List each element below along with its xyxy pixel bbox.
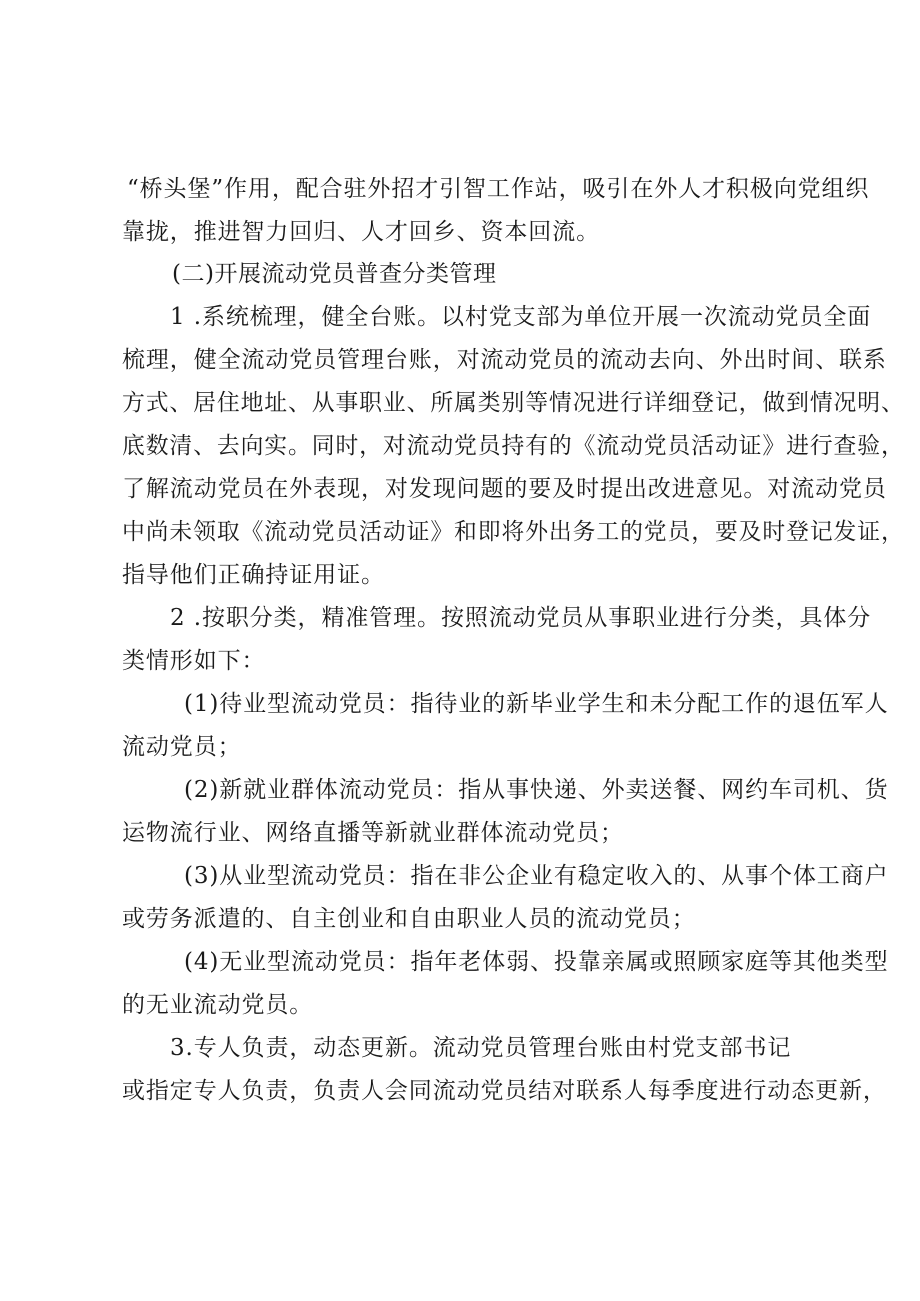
list-item-line: 或劳务派遣的、自主创业和自由职业人员的流动党员； [122,906,696,932]
paragraph-line: 1 .系统梳理，健全台账。以村党支部为单位开展一次流动党员全面 [170,304,872,330]
paragraph-line: 靠拢，推进智力回归、人才回乡、资本回流。 [122,219,600,245]
paragraph-line: 中尚未领取《流动党员活动证》和即将外出务工的党员，要及时登记发证， [122,519,905,545]
list-item-line: (4)无业型流动党员：指年老体弱、投靠亲属或照顾家庭等其他类型 [184,949,889,975]
list-item-line: 的无业流动党员。 [122,992,314,1018]
paragraph-line: 了解流动党员在外表现，对发现问题的要及时提出改进意见。对流动党员 [122,476,887,502]
paragraph-line: “桥头堡”作用，配合驻外招才引智工作站，吸引在外人才积极向党组织 [127,176,870,202]
paragraph-line: 梳理，健全流动党员管理台账，对流动党员的流动去向、外出时间、联系 [122,347,887,373]
paragraph-line: 底数清、去向实。同时，对流动党员持有的《流动党员活动证》进行查验， [122,433,905,459]
list-item-line: 运物流行业、网络直播等新就业群体流动党员； [122,820,624,846]
paragraph-line: 方式、居住地址、从事职业、所属类别等情况进行详细登记，做到情况明、 [122,390,905,416]
paragraph-line: 3.专人负责，动态更新。流动党员管理台账由村党支部书记 [170,1035,792,1061]
paragraph-line: 2 .按职分类，精准管理。按照流动党员从事职业进行分类，具体分 [170,605,872,631]
paragraph-line: 指导他们正确持证用证。 [122,562,385,588]
list-item-line: (2)新就业群体流动党员：指从事快递、外卖送餐、网约车司机、货 [184,777,889,803]
list-item-line: 流动党员； [122,734,242,760]
paragraph-line: 或指定专人负责，负责人会同流动党员结对联系人每季度进行动态更新， [122,1078,887,1104]
paragraph-line: 类情形如下： [122,648,266,674]
list-item-line: (1)待业型流动党员：指待业的新毕业学生和未分配工作的退伍军人 [184,691,889,717]
section-heading: (二)开展流动党员普查分类管理 [172,261,497,287]
list-item-line: (3)从业型流动党员：指在非公企业有稳定收入的、从事个体工商户 [184,863,889,889]
